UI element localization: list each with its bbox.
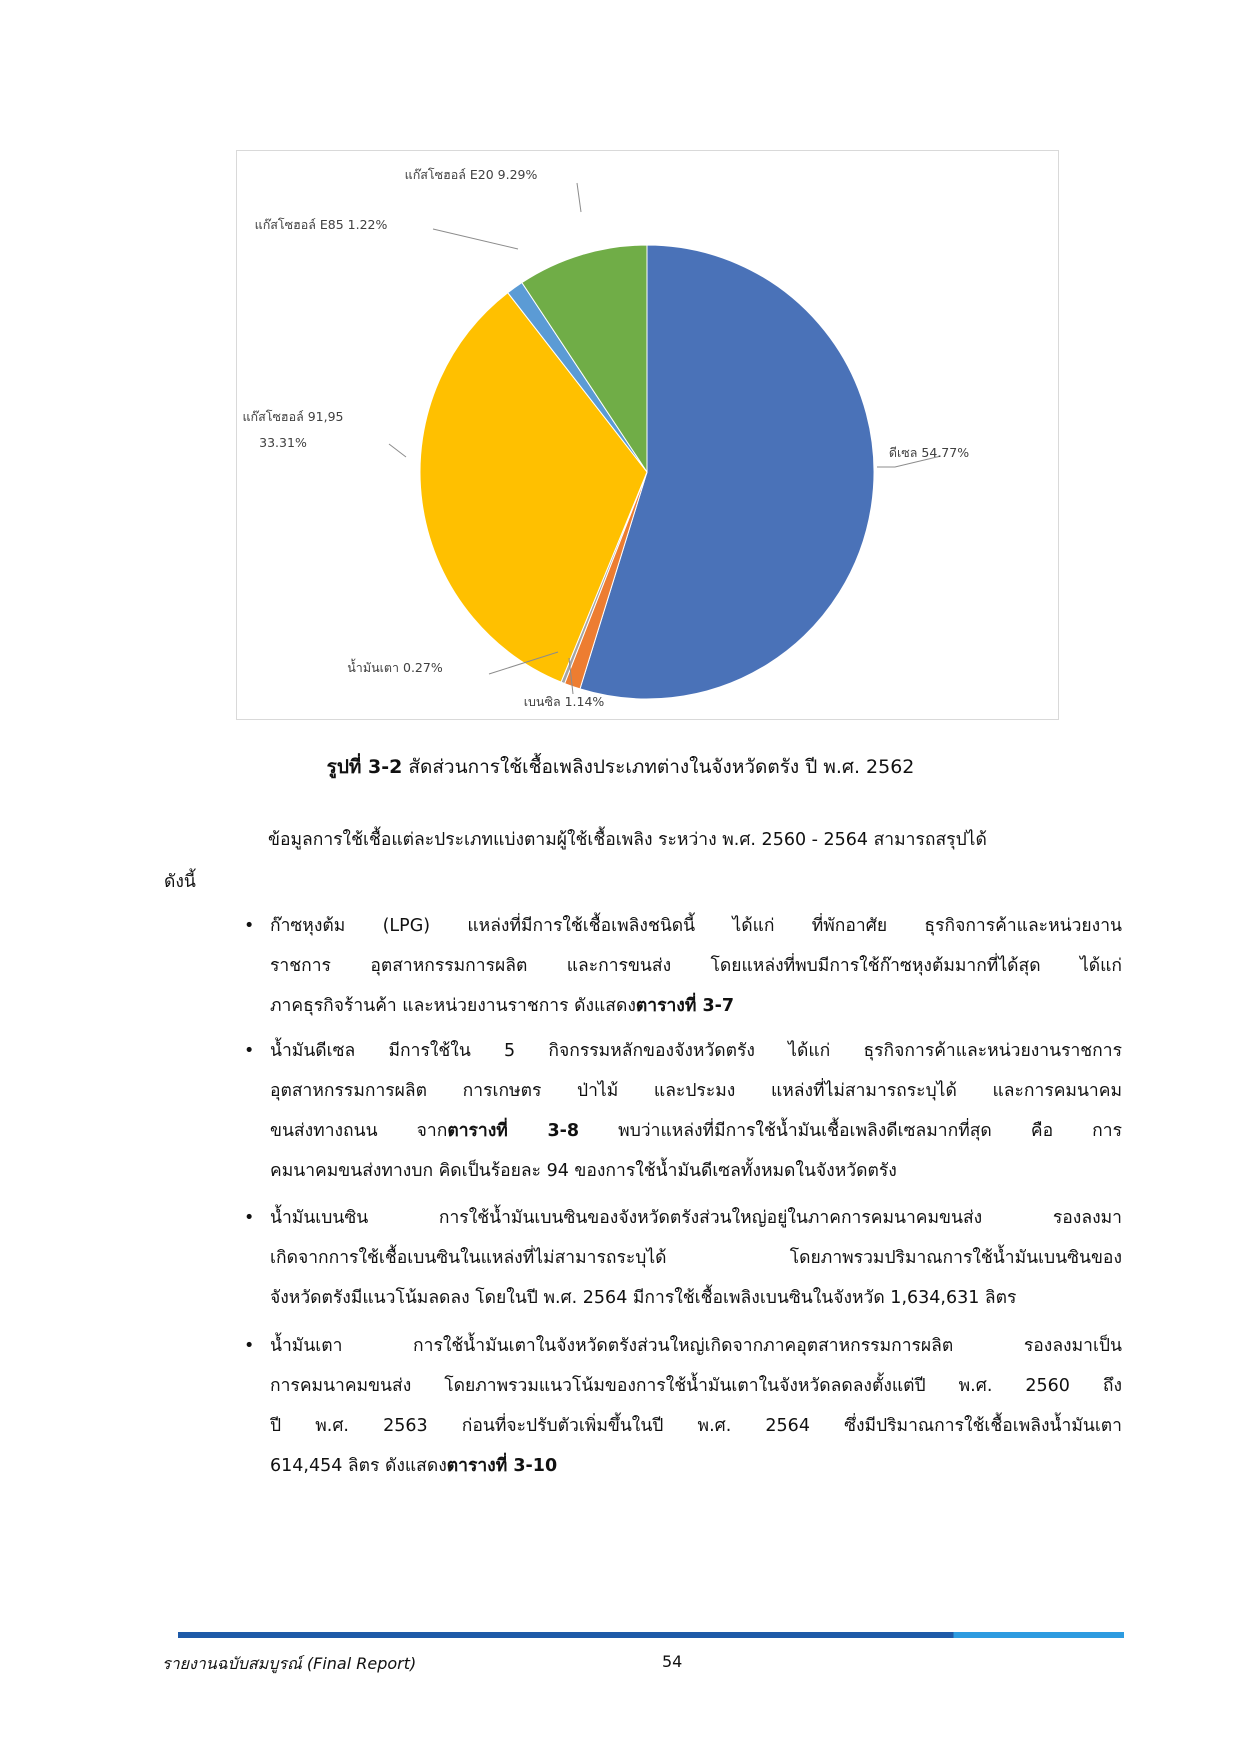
slice-label-diesel: ดีเซล 54.77% [888,445,970,460]
leader-line-gasohol-e20 [577,183,581,212]
bullet-lpg-line: ก๊าซหุงต้ม (LPG) แหล่งที่มีการใช้เชื้อเพลิงชนิดนี้ ได้แก่ ที่พักอาศัย ธุรกิจการค้าและหน่วยงาน [270,916,1122,936]
table-ref-3-10: ตารางที่ 3-10 [446,1456,558,1476]
bullet-diesel-text: พบว่าแหล่งที่มีการใช้น้ำมันเชื้อเพลิงดีเซลมากที่สุด คือ การ [579,1121,1122,1141]
slice-label-gasohol-9195-line2: 33.31% [259,435,307,450]
intro-paragraph-line1: ข้อมูลการใช้เชื้อแต่ละประเภทแบ่งตามผู้ใช้เชื้อเพลิง ระหว่าง พ.ศ. 2560 - 2564 สามารถสรุปได้ [268,830,987,850]
bullet-dot: • [244,1336,255,1356]
figure-caption [0,752,1241,782]
table-ref-3-7: ตารางที่ 3-7 [635,996,735,1016]
intro-paragraph-line2: ดังนี้ [164,872,196,892]
bullet-benzin-line: เกิดจากการใช้เชื้อเบนซินในแหล่งที่ไม่สามารถระบุได้ โดยภาพรวมปริมาณการใช้น้ำมันเบนซินของ [270,1248,1122,1268]
bullet-fuel-oil-line: น้ำมันเตา การใช้น้ำมันเตาในจังหวัดตรังส่วนใหญ่เกิดจากภาคอุตสาหกรรมการผลิต รองลงมาเป็น [270,1336,1122,1356]
bullet-fuel-oil-line: ปี พ.ศ. 2563 ก่อนที่จะปรับตัวเพิ่มขึ้นในปี พ.ศ. 2564 ซึ่งมีปริมาณการใช้เชื้อเพลิงน้ำมันเตา [270,1416,1122,1436]
bullet-benzin-line: จังหวัดตรังมีแนวโน้มลดลง โดยในปี พ.ศ. 2564 มีการใช้เชื้อเพลิงเบนซินในจังหวัด 1,634,631 ลิตร [270,1288,1017,1308]
leader-line-gasohol-e85 [433,229,518,249]
slice-label-gasohol-e85: แก๊สโซฮอล์ E85 1.22% [254,217,388,232]
bullet-dot: • [244,916,255,936]
leader-line-gasohol-9195 [389,444,406,457]
figure-caption-text: สัดส่วนการใช้เชื้อเพลิงประเภทต่างในจังหวัดตรัง ปี พ.ศ. 2562 [402,756,915,778]
bullet-diesel-line: น้ำมันดีเซล มีการใช้ใน 5 กิจกรรมหลักของจังหวัดตรัง ได้แก่ ธุรกิจการค้าและหน่วยงานราชการ [270,1041,1122,1061]
footer-divider [178,1632,1124,1638]
table-ref-3-8: ตารางที่ 3-8 [447,1121,580,1141]
bullet-benzin-line: น้ำมันเบนซิน การใช้น้ำมันเบนซินของจังหวัดตรังส่วนใหญ่อยู่ในภาคการคมนาคมขนส่ง รองลงมา [270,1208,1122,1228]
bullet-lpg-line: ราชการ อุตสาหกรรมการผลิต และการขนส่ง โดยแหล่งที่พบมีการใช้ก๊าซหุงต้มมากที่ได้สุด ได้แก่ [270,956,1122,976]
bullet-dot: • [244,1041,255,1061]
bullet-fuel-oil-line [270,1446,1122,1486]
slice-label-gasohol-e20: แก๊สโซฮอล์ E20 9.29% [404,167,538,182]
slice-label-benzin: เบนซิล 1.14% [523,694,605,709]
bullet-fuel-oil-line: การคมนาคมขนส่ง โดยภาพรวมแนวโน้มของการใช้น้ำมันเตาในจังหวัดลดลงตั้งแต่ปี พ.ศ. 2560 ถึง [270,1376,1122,1396]
page-number: 54 [662,1652,683,1671]
bullet-lpg-text: ภาคธุรกิจร้านค้า และหน่วยงานราชการ ดังแสดง [270,996,636,1016]
bullet-diesel-line [270,1111,1122,1151]
bullet-diesel-text: ขนส่งทางถนน จาก [270,1121,448,1141]
slice-label-gasohol-9195-line1: แก๊สโซฮอล์ 91,95 [242,409,344,424]
bullet-diesel-line: คมนาคมขนส่งทางบก คิดเป็นร้อยละ 94 ของการใช้น้ำมันดีเซลทั้งหมดในจังหวัดตรัง [270,1161,897,1181]
slice-label-fuel-oil: น้ำมันเตา 0.27% [347,660,443,675]
figure-caption-prefix: รูปที่ 3-2 [326,756,403,778]
footer-report-title: รายงานฉบับสมบูรณ์ (Final Report) [162,1654,417,1673]
bullet-dot: • [244,1208,255,1228]
pie-chart [237,151,1058,719]
bullet-fuel-oil-text: 614,454 ลิตร ดังแสดง [270,1456,447,1476]
bullet-diesel-line: อุตสาหกรรมการผลิต การเกษตร ป่าไม้ และประมง แหล่งที่ไม่สามารถระบุได้ และการคมนาคม [270,1081,1122,1101]
bullet-lpg-line [270,986,1122,1026]
pie-chart-frame [236,150,1059,720]
